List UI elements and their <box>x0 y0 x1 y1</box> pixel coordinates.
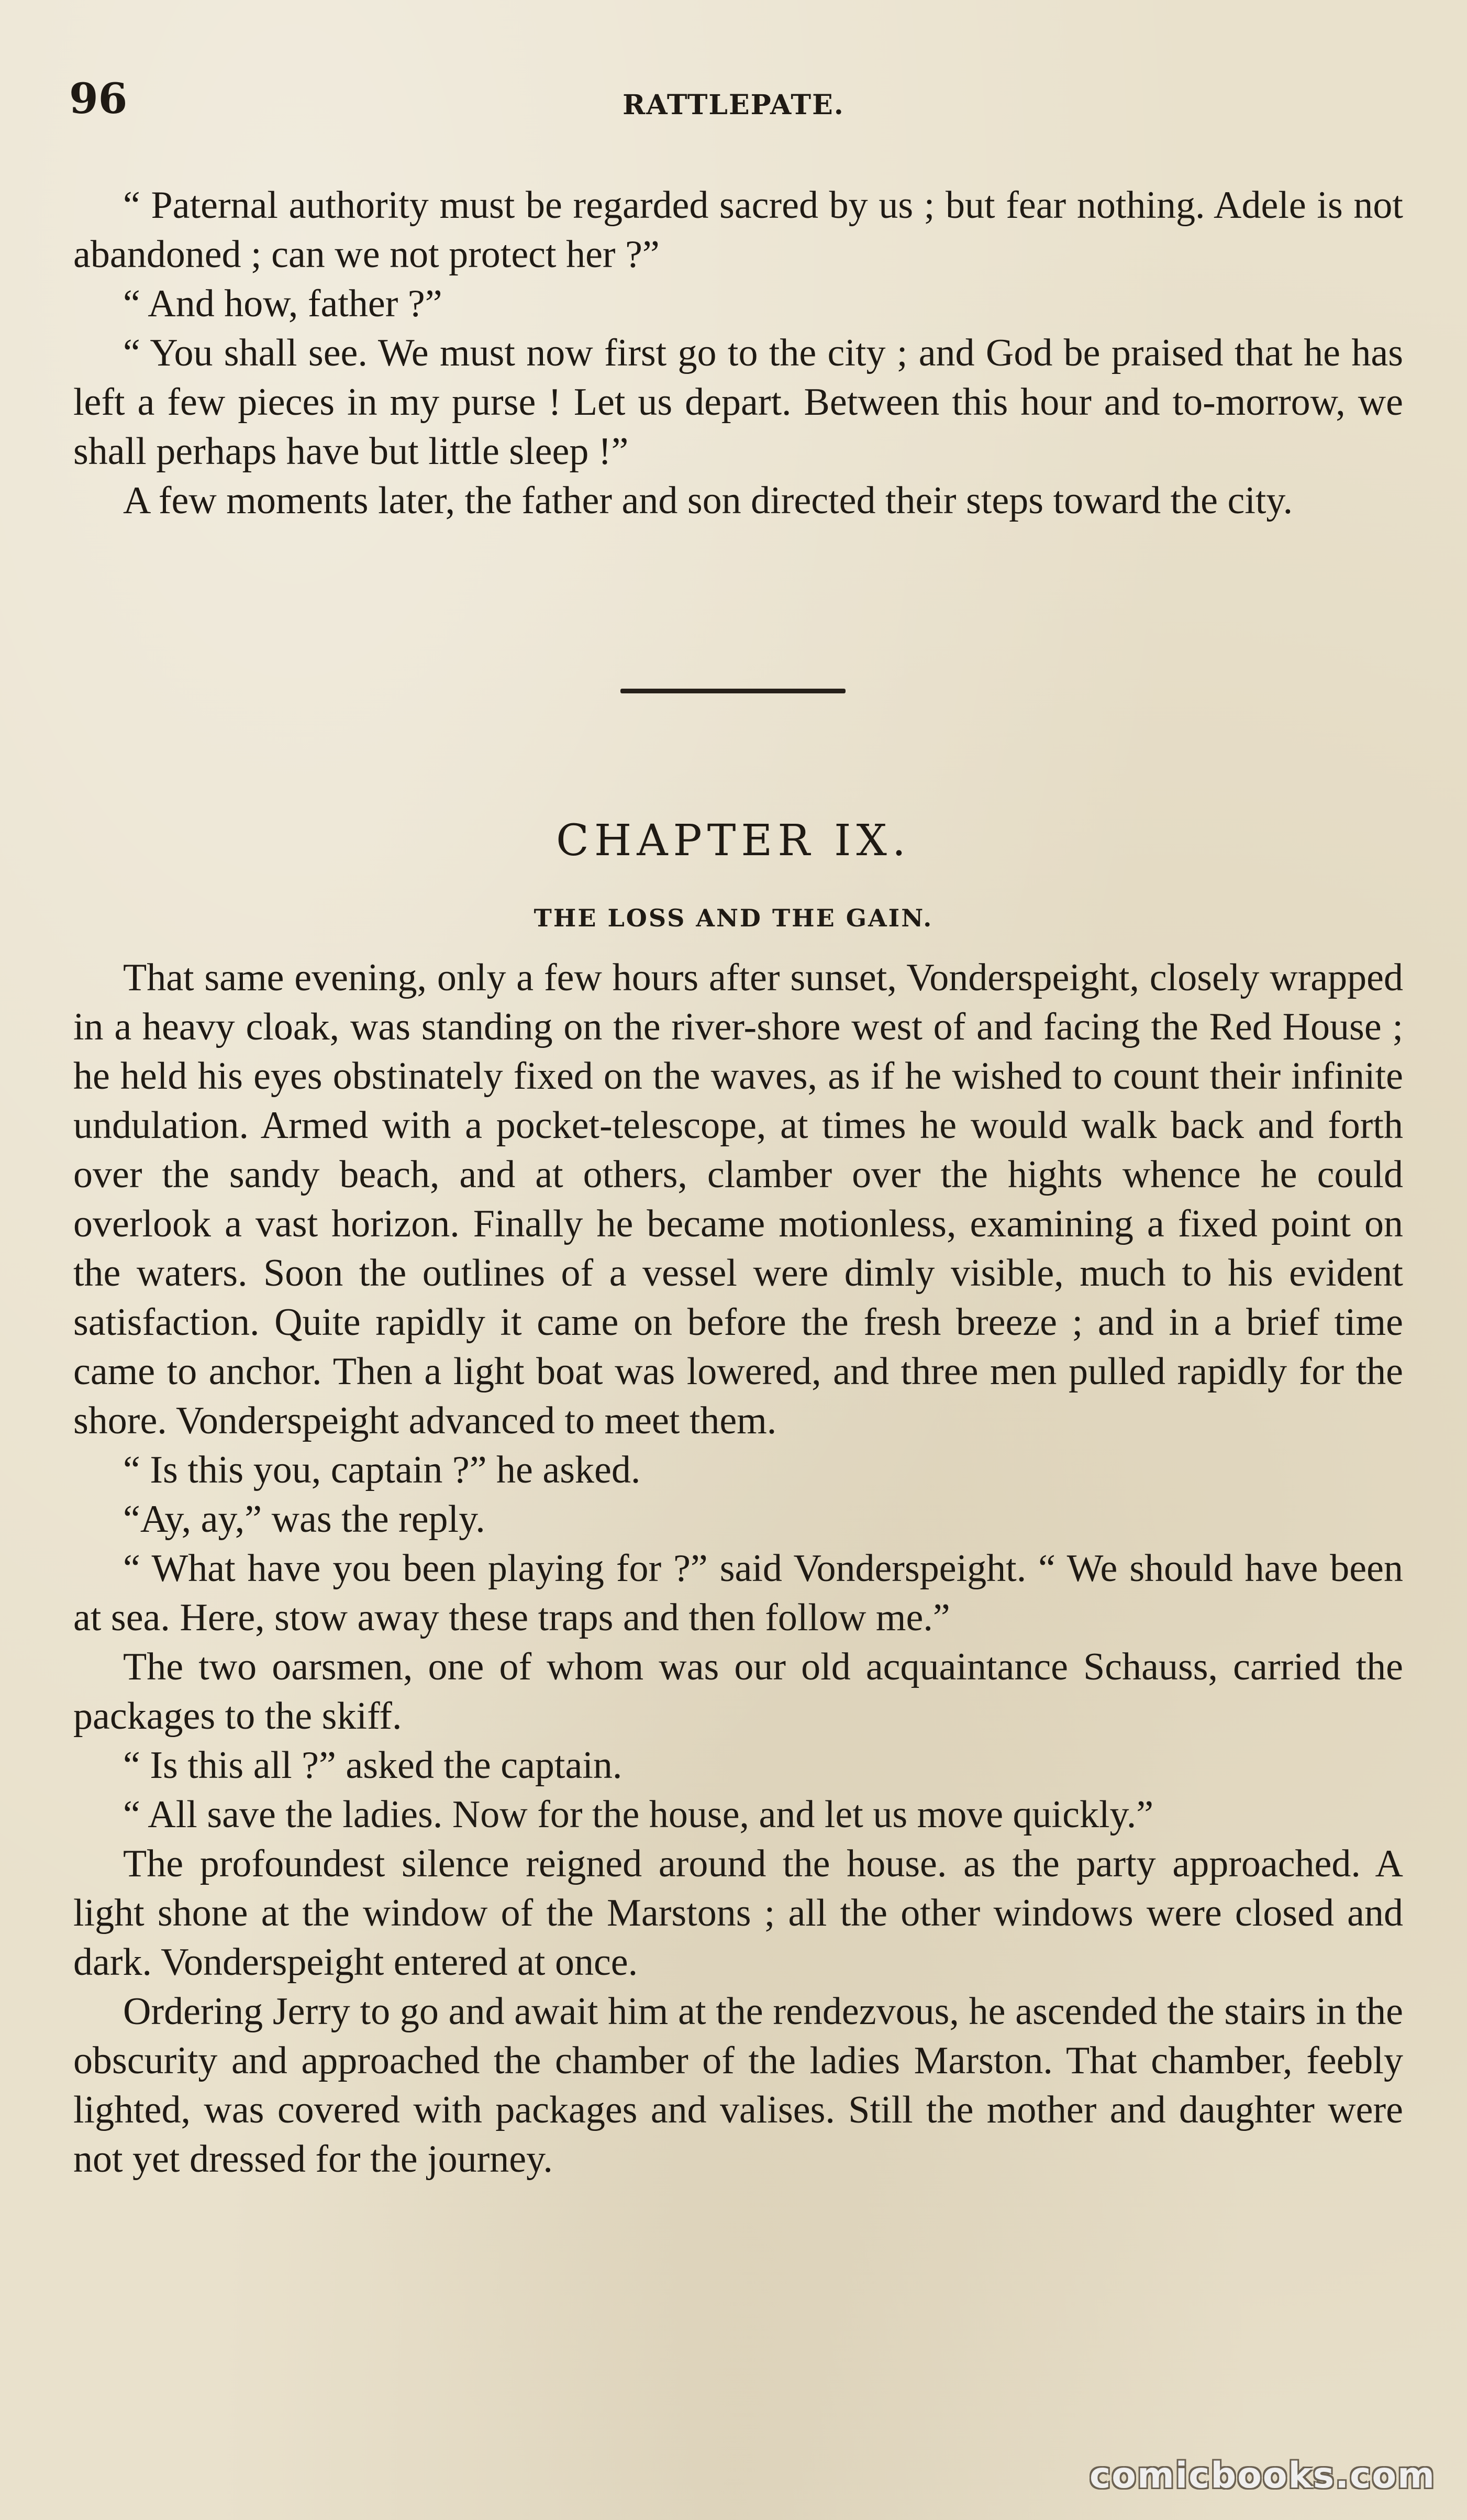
section-divider <box>620 689 846 693</box>
chapter-subtitle: THE LOSS AND THE GAIN. <box>534 904 933 932</box>
chapter-title: CHAPTER IX. <box>556 816 911 866</box>
paragraph: That same evening, only a few hours after sunset, Vonderspeight, closely wrapped in a heavy cloak, was standing on the river-shore west of and facing the Red House ; he held his eyes obstinately fixed on the waves, as if he wished to count their infinite undulation. Armed with a pocket-telescope, at times he would walk back and forth over the sandy beach, and at others, clamber over the hights whence he could overlook a vast horizon. Finally he became motionless, examining a fixed point on the waters. Soon the outlines of a vessel were dimly visible, much to his evident satisfaction. Quite rapidly it came on before the fresh breeze ; and in a brief time came to anchor. Then a light boat was lowered, and three men pulled rapidly for the shore. Vonderspeight advanced to meet them. <box>73 956 1403 1442</box>
paragraph: “ And how, father ?” <box>123 282 442 325</box>
paragraph: “ What have you been playing for ?” said Vonderspeight. “ We should have been at sea. Here, stow away these traps and then follow me.” <box>73 1547 1403 1639</box>
running-title: RATTLEPATE. <box>623 89 844 121</box>
paragraph: “ Is this all ?” asked the captain. <box>123 1744 623 1787</box>
opening-text <box>73 181 1403 525</box>
paragraph: Ordering Jerry to go and await him at the rendezvous, he ascended the stairs in the obscurity and approached the chamber of the ladies Marston. That chamber, feebly lighted, was covered with packages and valises. Still the mother and daughter were not yet dressed for the journey. <box>73 1990 1403 2181</box>
paragraph: The profoundest silence reigned around the house. as the party approached. A light shone at the window of the Marstons ; all the other windows were closed and dark. Vonderspeight entered at once. <box>73 1842 1403 1984</box>
paragraph: A few moments later, the father and son directed their steps toward the city. <box>123 479 1293 522</box>
paragraph: “ Is this you, captain ?” he asked. <box>123 1449 641 1491</box>
paragraph: “ You shall see. We must now first go to the city ; and God be praised that he has left a few pieces in my purse ! Let us depart. Between this hour and to-morrow, we shall perhaps have but little sleep !” <box>73 331 1403 473</box>
paragraph: “Ay, ay,” was the reply. <box>123 1498 485 1541</box>
page-number: 96 <box>69 74 128 123</box>
paragraph: “ All save the ladies. Now for the house, and let us move quickly.” <box>123 1793 1154 1836</box>
chapter-text <box>73 953 1403 2184</box>
paragraph: The two oarsmen, one of whom was our old acquaintance Schauss, carried the packages to the skiff. <box>73 1645 1403 1738</box>
site-watermark: comicbooks.com <box>1089 2455 1436 2496</box>
paragraph: “ Paternal authority must be regarded sacred by us ; but fear nothing. Adele is not abandoned ; can we not protect her ?” <box>73 184 1403 276</box>
